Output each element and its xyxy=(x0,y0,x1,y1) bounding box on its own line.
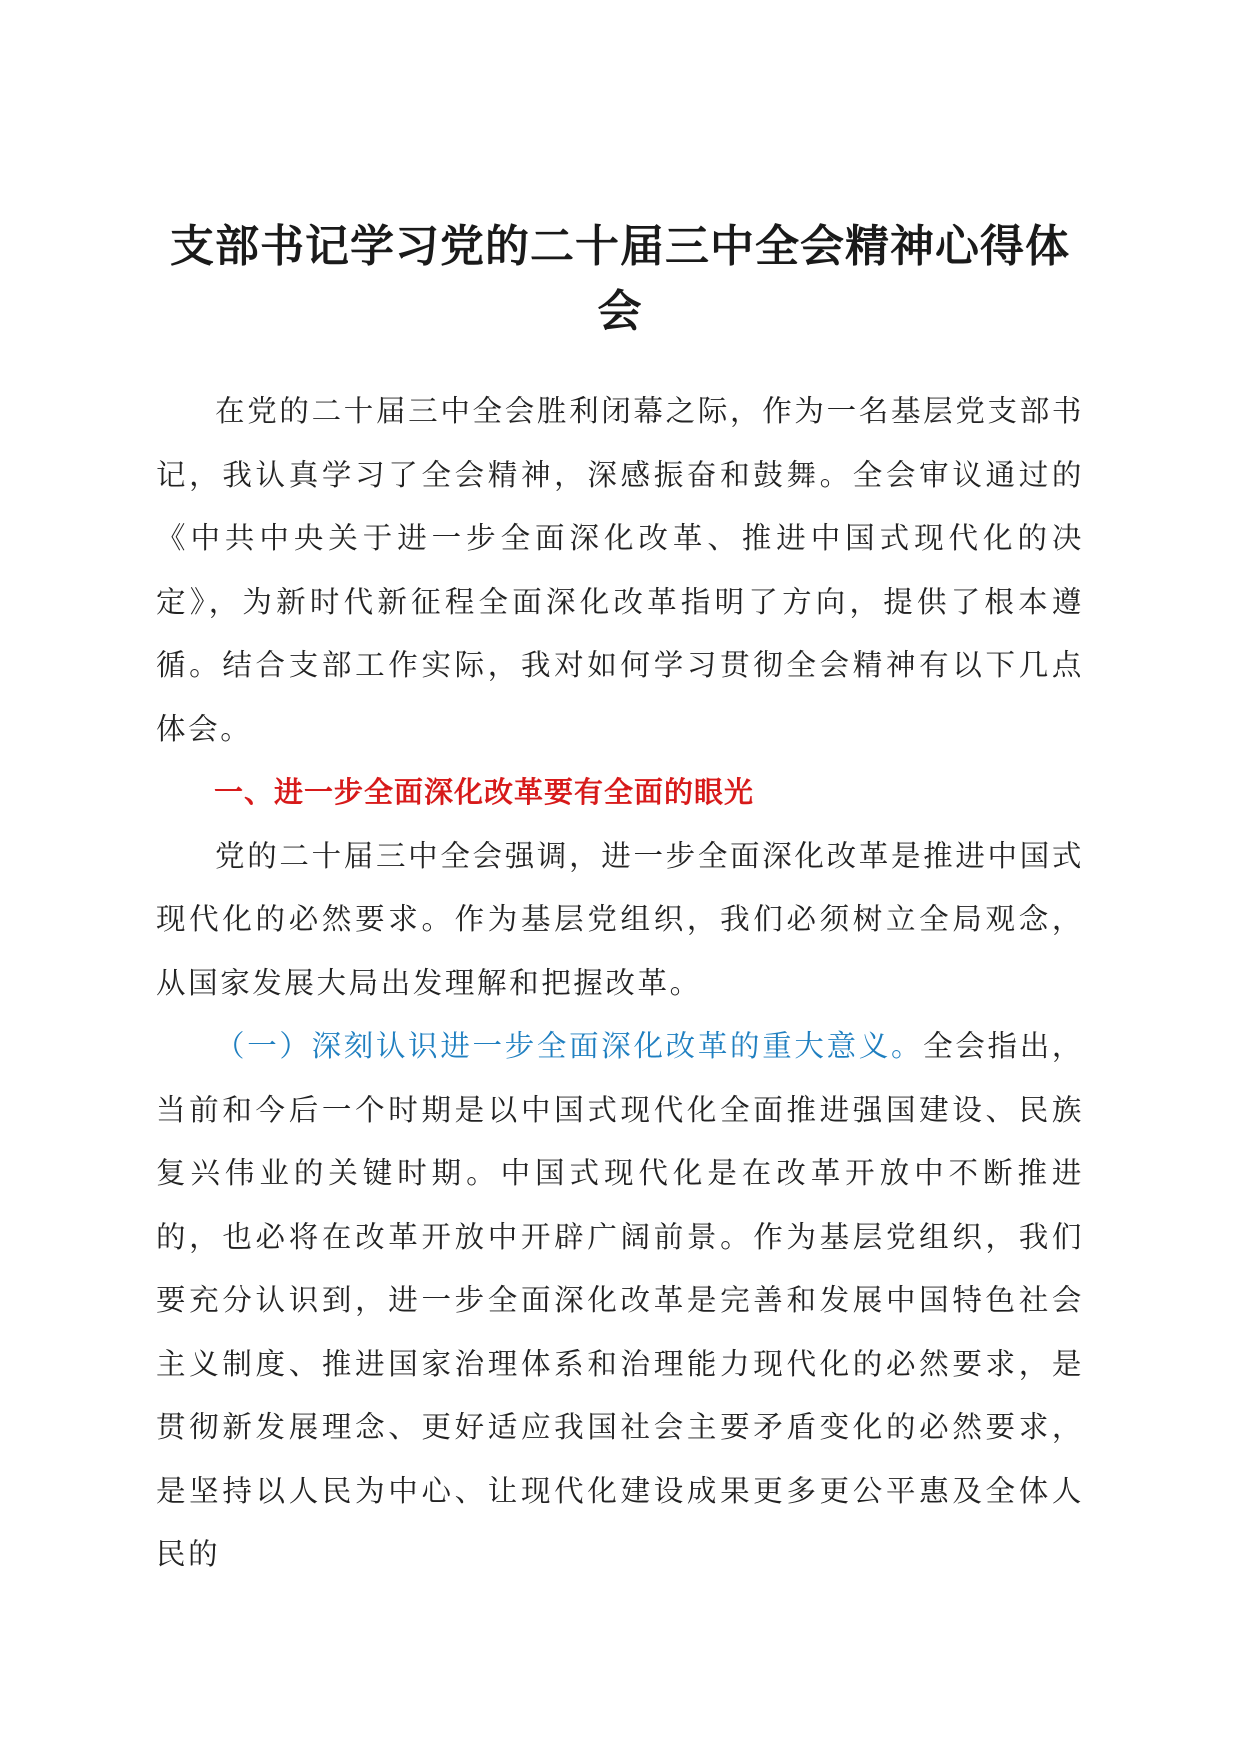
intro-paragraph: 在党的二十届三中全会胜利闭幕之际，作为一名基层党支部书记，我认真学习了全会精神，深感振奋和鼓舞。全会审议通过的《中共中央关于进一步全面深化改革、推进中国式现代化的决定》，为新时代新征程全面深化改革指明了方向，提供了根本遵循。结合支部工作实际，我对如何学习贯彻全会精神有以下几点体会。 xyxy=(156,394,1084,746)
document-title: 支部书记学习党的二十届三中全会精神心得体会 xyxy=(170,221,1070,337)
subsection-1-text: 全会指出，当前和今后一个时期是以中国式现代化全面推进强国建设、民族复兴伟业的关键时期。中国式现代化是在改革开放中不断推进的，也必将在改革开放中开辟广阔前景。作为基层党组织，我们要充分认识到，进一步全面深化改革是完善和发展中国特色社会主义制度、推进国家治理体系和治理能力现代化的必然要求，是贯彻新发展理念、更好适应我国社会主要矛盾变化的必然要求，是坚持以人民为中心、让现代化建设成果更多更公平惠及全体人民的 xyxy=(156,1029,1084,1571)
section-heading-1: 一、进一步全面深化改革要有全面的眼光 xyxy=(214,775,755,809)
document-body xyxy=(156,380,1084,1587)
section-1-paragraph: 党的二十届三中全会强调，进一步全面深化改革是推进中国式现代化的必然要求。作为基层党组织，我们必须树立全局观念，从国家发展大局出发理解和把握改革。 xyxy=(156,838,1084,1000)
subsection-heading-1: （一）深刻认识进一步全面深化改革的重大意义。 xyxy=(215,1029,924,1063)
subsection-1-paragraph xyxy=(156,1015,1084,1587)
